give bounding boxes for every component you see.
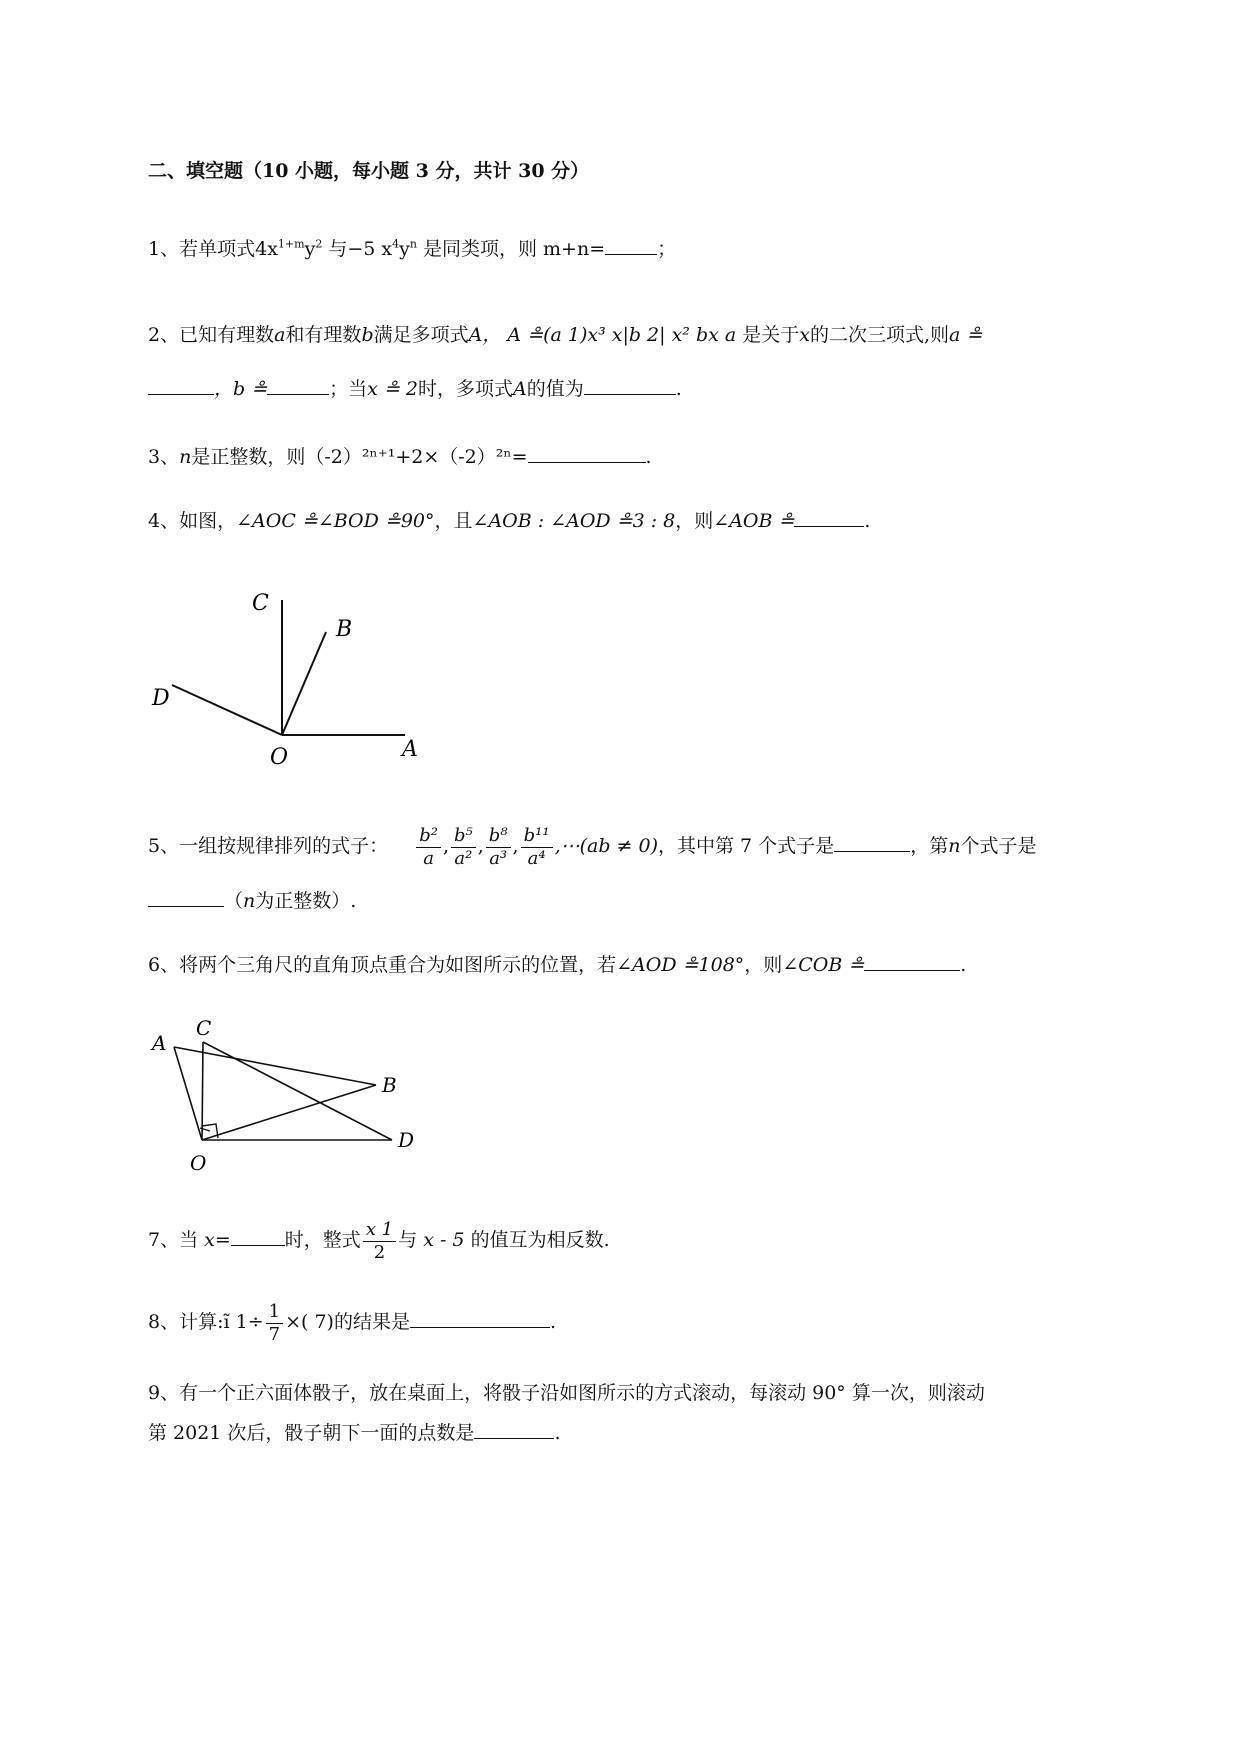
q1-text: ；	[657, 238, 677, 260]
frac-num: 1	[266, 1301, 283, 1324]
q5-fraction	[486, 825, 511, 870]
q2-text: 时，多项式	[417, 378, 513, 400]
answer-blank[interactable]	[148, 376, 214, 395]
q3-text: .	[645, 446, 652, 468]
label-o: O	[190, 1151, 207, 1175]
answer-blank[interactable]	[864, 952, 960, 971]
question-4	[148, 508, 870, 534]
question-2-line-2	[148, 376, 682, 402]
q1-term: y	[399, 238, 410, 260]
question-1	[148, 236, 676, 262]
q5-text: 一组按规律排列的式子：	[179, 835, 389, 857]
q9-text: 9、有一个正六面体骰子，放在桌面上，将骰子沿如图所示的方式滚动，每滚动 90° 算一次，则滚动	[148, 1382, 985, 1404]
segment-oa	[174, 1047, 202, 1140]
frac-den: 7	[268, 1323, 281, 1345]
frac-den: a⁴	[527, 847, 546, 869]
label-a: A	[152, 1031, 167, 1055]
q1-exp: n	[409, 237, 417, 251]
q6-expression: ∠AOD ≗108°	[616, 954, 745, 976]
q4-expression: ∠AOC ≗∠BOD ≗90°	[236, 510, 435, 532]
q2-var: A	[512, 378, 527, 400]
question-5-line-2	[148, 888, 356, 914]
q4-expression: ∠AOB : ∠AOD ≗3 : 8	[472, 510, 676, 532]
q7-text: =	[214, 1229, 231, 1251]
q9-text: .	[554, 1422, 561, 1444]
q2-text: ；当	[329, 378, 368, 400]
answer-blank[interactable]	[410, 1309, 550, 1328]
frac-den: a²	[454, 847, 473, 869]
q3-var: n	[179, 446, 192, 468]
question-5: 5、一组按规律排列的式子： $\frac{\text{b²}}{a}$ , $\frac{\text{b⁵}}{\text{a²}}$ , $\frac{\text{b⁸}}{\text{a³}}$ , $\frac{\text{b¹¹}}{\text{a⁴}}$ ,⋯(ab ≠ 0)，其中第 7 个式子是 ，第n个式子是	[148, 824, 1037, 869]
q7-number: 7、	[148, 1229, 180, 1251]
q2-expression: a ≗	[949, 324, 983, 346]
label-c: C	[196, 1016, 212, 1040]
q1-exp: 1+m	[277, 237, 305, 251]
q4-number: 4、	[148, 510, 180, 532]
q5-fraction	[521, 825, 553, 870]
q2-expression: ，b ≗	[214, 378, 268, 400]
q1-text: 若单项式	[179, 238, 256, 260]
question-6	[148, 952, 966, 978]
question-7	[148, 1210, 610, 1270]
triangle-rulers-figure	[140, 1010, 440, 1180]
q6-text: ，则	[744, 954, 783, 976]
q9-text: 第 2021 次后，骰子朝下一面的点数是	[148, 1422, 475, 1444]
q5-number: 5、	[148, 835, 180, 857]
question-8	[148, 1290, 556, 1354]
answer-blank[interactable]	[834, 833, 910, 852]
q7-fraction	[363, 1219, 396, 1264]
answer-blank[interactable]	[474, 1420, 554, 1439]
q5-text: 个式子是	[960, 835, 1037, 857]
q1-exp: 2	[315, 237, 323, 251]
q3-number: 3、	[148, 446, 180, 468]
q8-text: .	[549, 1311, 557, 1333]
q4-expression: ∠AOB ≗	[713, 510, 795, 532]
q2-text: 的值为	[526, 378, 584, 400]
q8-text: 的结果是	[333, 1311, 410, 1333]
q5-expression: ,⋯(ab ≠ 0)	[554, 835, 659, 857]
answer-blank[interactable]	[584, 376, 676, 395]
q5-text: （	[224, 890, 244, 912]
answer-blank[interactable]	[528, 444, 646, 463]
answer-blank[interactable]	[794, 508, 864, 527]
q1-term: y	[304, 238, 316, 260]
question-9-line-2	[148, 1420, 560, 1446]
q8-expression: ĩ 1÷	[223, 1311, 264, 1333]
q7-expression: x - 5	[423, 1229, 465, 1251]
question-3	[148, 444, 652, 470]
q7-var: x	[204, 1229, 215, 1251]
q1-number: 1、	[148, 238, 180, 260]
q5-fraction	[451, 825, 476, 870]
q1-text: 是同类项，则 m+n=	[423, 238, 606, 260]
frac-num: b⁸	[486, 825, 511, 848]
q2-text: 和有理数	[285, 324, 362, 346]
q5-text: 为正整数）.	[255, 890, 357, 912]
label-c: C	[252, 591, 269, 616]
q4-text: .	[864, 510, 871, 532]
frac-num: x 1	[363, 1219, 396, 1242]
q8-number: 8、	[148, 1311, 180, 1333]
q3-text: 是正整数，则（-2）²ⁿ⁺¹+2×（-2）²ⁿ=	[191, 446, 528, 468]
q7-text: 的值互为相反数.	[470, 1229, 610, 1251]
label-b: B	[382, 1073, 397, 1097]
q2-var: a	[274, 324, 286, 346]
q2-text: 的二次三项式,则	[810, 324, 950, 346]
answer-blank[interactable]	[605, 236, 657, 255]
q7-text: 与	[398, 1229, 418, 1251]
q6-text: .	[960, 954, 967, 976]
q4-text: ，且	[434, 510, 473, 532]
q1-text: 与−5 x	[328, 238, 393, 260]
q2-var: b	[361, 324, 374, 346]
q1-exp: 4	[392, 237, 400, 251]
q2-text: 2、已知有理数	[148, 324, 275, 346]
ray-od	[172, 685, 282, 735]
q2-expression: A ≗(a 1)x³ x|b 2| x² bx a	[507, 324, 737, 346]
frac-den: a³	[489, 847, 508, 869]
question-2	[148, 322, 982, 348]
label-d: D	[152, 686, 170, 711]
answer-blank[interactable]	[267, 376, 329, 395]
question-9	[148, 1380, 985, 1406]
frac-num: b²	[416, 825, 441, 848]
q2-var: A，	[468, 324, 502, 346]
q7-text: 时，整式	[284, 1229, 361, 1251]
q6-number: 6、	[148, 954, 180, 976]
q2-text: 是关于	[742, 324, 800, 346]
q6-text: 将两个三角尺的直角顶点重合为如图所示的位置，若	[179, 954, 617, 976]
q8-expression: ×( 7)	[285, 1311, 334, 1333]
q5-var: n	[948, 835, 961, 857]
q2-text: .	[675, 378, 682, 400]
answer-blank[interactable]	[231, 1227, 285, 1246]
label-b: B	[336, 617, 353, 642]
q8-text: 计算:	[179, 1311, 224, 1333]
q6-expression: ∠COB ≗	[782, 954, 865, 976]
angle-figure	[140, 580, 440, 780]
segment-bo	[202, 1085, 376, 1140]
q8-fraction	[266, 1301, 283, 1346]
q5-text: ，其中第 7 个式子是	[658, 835, 835, 857]
section-title: 二、填空题（10 小题，每小题 3 分，共计 30 分）	[148, 160, 590, 182]
q2-text: 满足多项式	[373, 324, 469, 346]
label-o: O	[270, 745, 289, 770]
q5-text: ，第	[910, 835, 949, 857]
label-d: D	[398, 1128, 415, 1152]
q1-term: 4x	[255, 238, 278, 260]
q4-text: ，则	[675, 510, 714, 532]
ray-ob	[282, 632, 326, 735]
answer-blank[interactable]	[148, 888, 224, 907]
q2-var: x	[799, 324, 810, 346]
label-a: A	[402, 737, 418, 762]
frac-num: b¹¹	[521, 825, 553, 848]
frac-num: b⁵	[451, 825, 476, 848]
frac-den: 2	[373, 1241, 386, 1263]
frac-den: a	[423, 847, 434, 869]
q7-text: 当	[179, 1229, 199, 1251]
segment-cd	[203, 1042, 392, 1140]
q5-fraction	[416, 825, 441, 870]
q4-text: 如图，	[179, 510, 237, 532]
q2-expression: x ≗ 2	[367, 378, 418, 400]
q5-var: n	[243, 890, 256, 912]
